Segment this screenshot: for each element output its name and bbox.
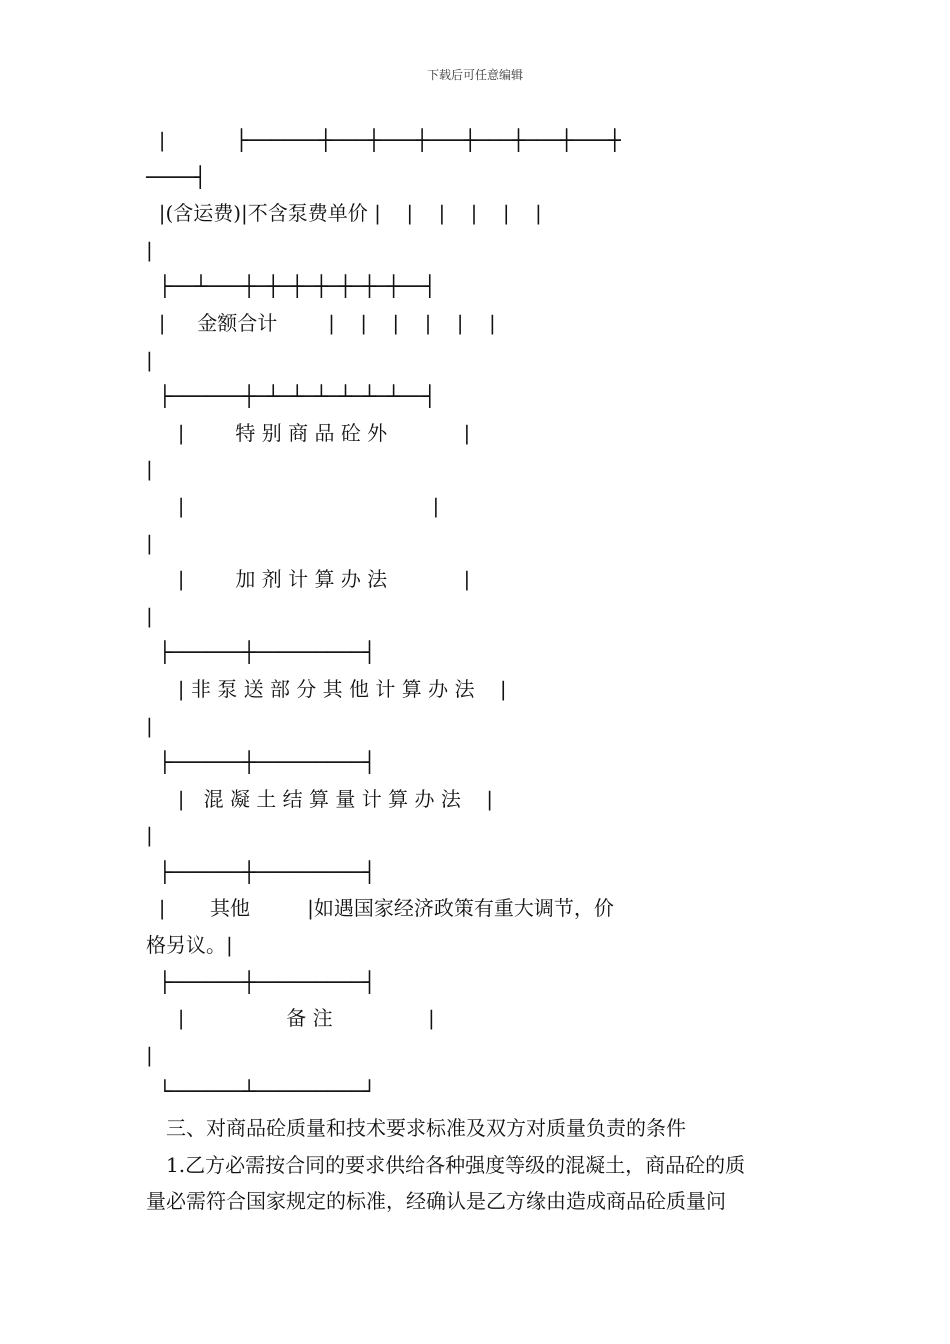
table-line: ├──────┼─────────┤ — [146, 859, 376, 884]
section-heading: 三、对商品砼质量和技术要求标准及双方对质量负责的条件 — [166, 1116, 686, 1141]
table-line: | — [146, 713, 153, 738]
table-line: |(含运费)|不含泵费单价 | | | | | | — [146, 201, 542, 226]
table-line: | 特 别 商 品 砼 外 | — [146, 420, 471, 445]
table-line: | — [146, 823, 153, 848]
table-line: | 加 剂 计 算 办 法 | — [146, 567, 471, 592]
table-line: | ├──────┼───┼───┼───┼───┼───┼───┼ — [146, 128, 621, 152]
table-line: ├──────┼─────────┤ — [146, 969, 376, 994]
table-line: | 备 注 | — [146, 1006, 435, 1031]
table-line: └──────┴─────────┘ — [146, 1079, 376, 1104]
table-line: | 混 凝 土 结 算 量 计 算 办 法 | — [146, 786, 493, 811]
table-line: | — [146, 530, 153, 555]
table-line: | — [146, 457, 153, 482]
table-line: ├──┴───┼─┼─┼─┼─┼─┼─┼──┤ — [146, 274, 436, 299]
page-header-note: 下载后可任意编辑 — [426, 68, 523, 82]
document-body — [146, 122, 806, 1220]
paragraph-line: 1.乙方必需按合同的要求供给各种强度等级的混凝土，商品砼的质 — [166, 1152, 746, 1177]
table-line: | — [146, 603, 153, 628]
table-line: | — [146, 237, 153, 262]
table-line: | — [146, 347, 153, 372]
table-line: | | — [146, 493, 440, 518]
table-line: | 其他 |如遇国家经济政策有重大调节，价 — [146, 896, 614, 921]
table-line: 格另议。| — [146, 933, 233, 958]
table-line: ├──────┼─────────┤ — [146, 750, 376, 775]
table-line: ├──────┼─────────┤ — [146, 640, 376, 665]
paragraph-line: 量必需符合国家规定的标准，经确认是乙方缘由造成商品砼质量问 — [146, 1189, 726, 1214]
table-line: | — [146, 1042, 153, 1067]
table-line: ├──────┼─┴─┴─┴─┴─┴─┴──┤ — [146, 384, 436, 409]
table-line: ────┤ — [146, 164, 207, 189]
table-line: | 金额合计 | | | | | | — [146, 310, 496, 335]
table-line: | 非 泵 送 部 分 其 他 计 算 办 法 | — [146, 676, 507, 701]
